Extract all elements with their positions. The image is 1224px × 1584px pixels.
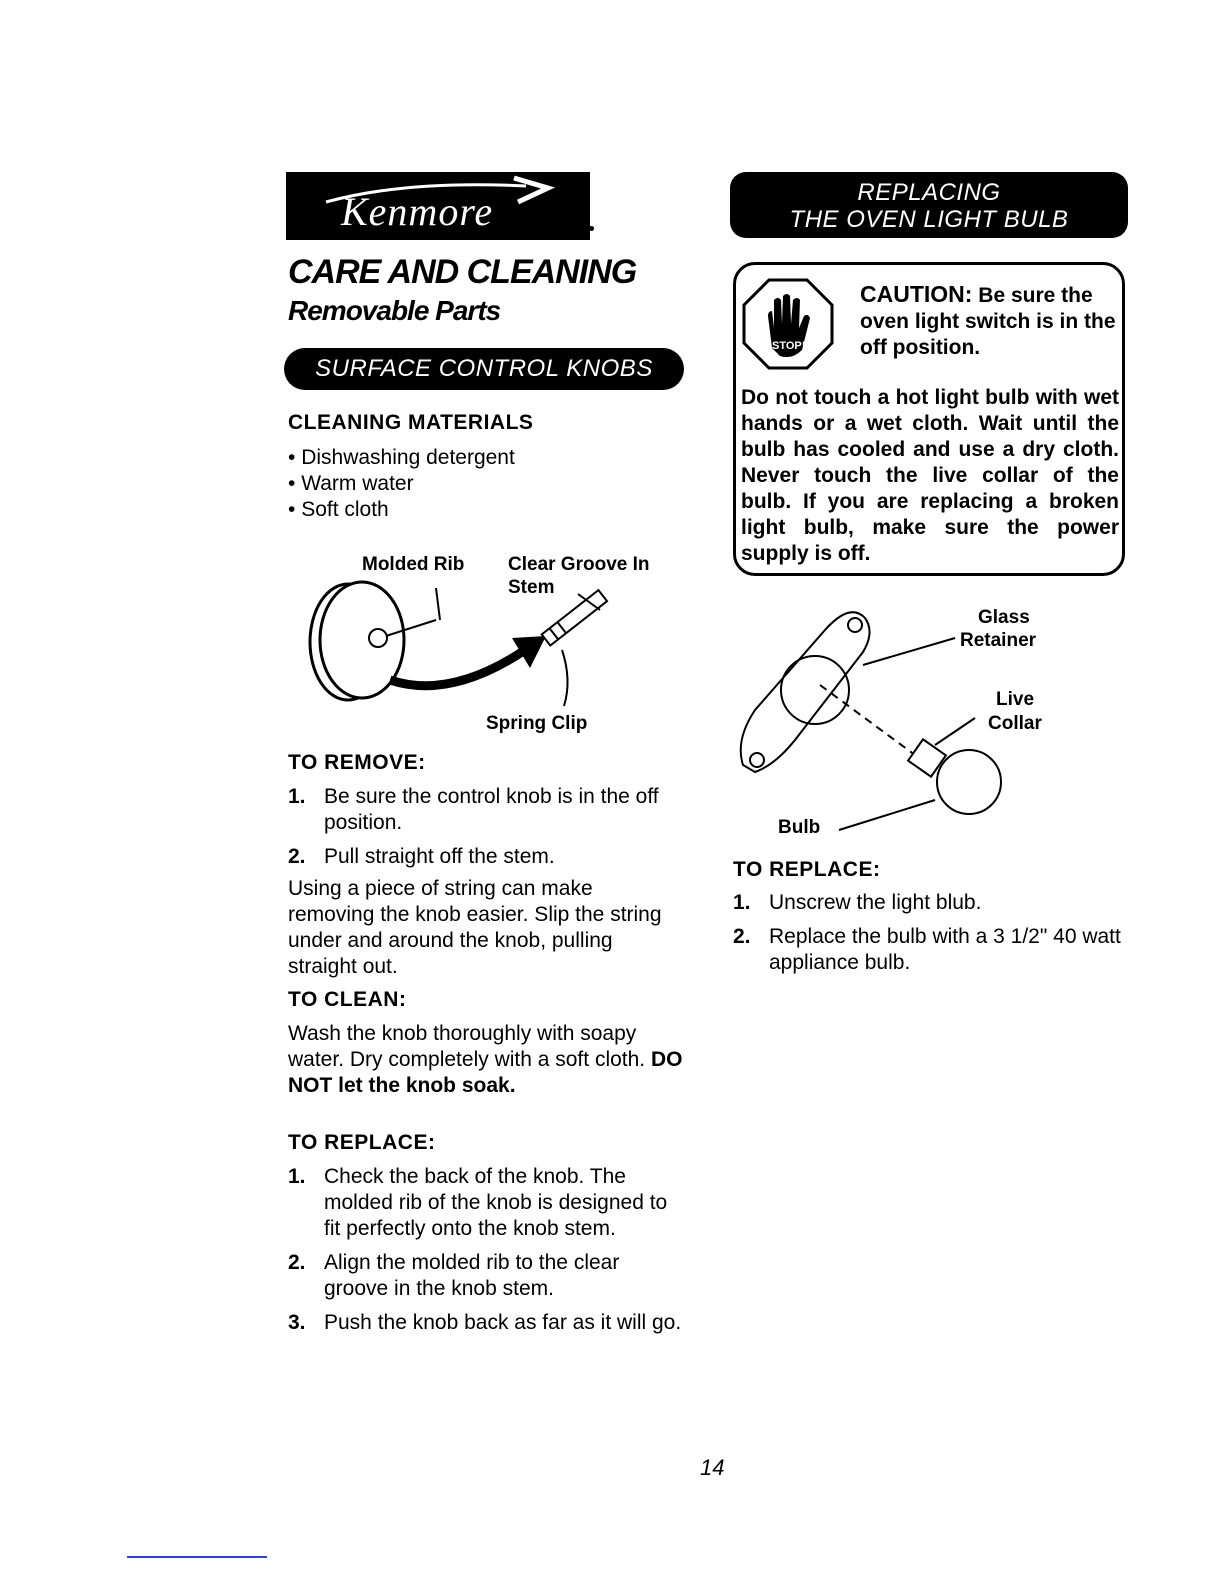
step-number: 2. [288,1251,306,1274]
logo-text: Kenmore [341,189,494,234]
kenmore-logo [286,172,590,240]
step-text: Replace the bulb with a 3 1/2" 40 watt appliance bulb. [769,925,1121,974]
step-text: Check the back of the knob. The molded rib of the knob is designed to fit perfectly onto the knob stem. [324,1165,668,1240]
replace-step [733,890,1143,916]
clean-instructions: Wash the knob thoroughly with soapy water. Dry completely with a soft cloth. [288,1022,646,1071]
materials-list [288,445,515,523]
pointer-line [935,718,975,745]
replace-steps-knob [288,1164,688,1344]
label-live: Live [996,689,1035,710]
clean-text [288,1021,688,1099]
step-number: 1. [288,1165,306,1188]
pointer-line [562,650,568,706]
label-collar: Collar [988,713,1042,734]
replace-steps-bulb [733,890,1143,984]
step-text: Push the knob back as far as it will go. [324,1311,682,1334]
knob-stem [542,590,607,645]
label-glass: Glass [978,607,1030,628]
caution-label: CAUTION: [860,281,973,307]
materials-heading: CLEANING MATERIALS [288,411,534,434]
label-bulb: Bulb [778,817,821,838]
alignment-line [820,685,915,755]
logo-trademark-dot [589,226,594,231]
section-banner-oven-light [730,172,1128,238]
remove-note: Using a piece of string can make removing the knob easier. Slip the string under and around the knob, pulling straight out. [288,877,662,978]
caution-lead [860,281,1118,361]
step-text: Align the molded rib to the clear groove in the knob stem. [324,1251,620,1300]
section-banner-surface-knobs: SURFACE CONTROL KNOBS [284,348,684,390]
label-clear-groove: Clear Groove In [508,554,650,575]
caution-body: Do not touch a hot light bulb with wet hands or a wet cloth. Wait until the bulb has cooled and use a dry cloth. Never touch the live collar of the bulb. If you are replacing a broken light bulb, make sure the power supply is off. [741,386,1119,565]
step-number: 1. [288,785,306,808]
replace-step [288,1164,688,1242]
label-spring-clip: Spring Clip [486,713,588,734]
glass-retainer-shape [741,612,870,772]
pointer-line [863,638,955,665]
banner-line-2: THE OVEN LIGHT BULB [789,206,1069,233]
remove-steps [288,784,688,878]
materials-item: • Soft cloth [288,497,515,523]
step-number: 2. [288,845,306,868]
step-text: Pull straight off the stem. [324,845,555,868]
step-text: Be sure the control knob is in the off position. [324,785,659,834]
stop-hand-icon [742,278,834,370]
page-number: 14 [700,1455,725,1480]
replace-step [733,924,1143,976]
stop-icon-text: STOP! [772,340,806,352]
step-number: 2. [733,925,751,948]
replace-step [288,1310,688,1336]
step-number: 3. [288,1311,306,1334]
step-text: Unscrew the light blub. [769,891,982,914]
remove-step [288,844,688,870]
step-number: 1. [733,891,751,914]
materials-item: • Warm water [288,471,515,497]
caution-lead-text: Be sure the oven light switch is in the off position. [860,284,1116,359]
label-stem: Stem [508,577,555,598]
label-molded-rib: Molded Rib [362,554,465,575]
clean-heading: TO CLEAN: [288,988,407,1011]
page-subtitle: Removable Parts [288,295,501,326]
replace-heading-knob: TO REPLACE: [288,1131,436,1154]
label-retainer: Retainer [960,630,1037,651]
bulb-shape [908,739,1001,814]
pointer-line [839,800,935,830]
pointer-line [436,588,440,620]
clean-warning: DO NOT let the knob soak. [288,1048,683,1097]
remove-step [288,784,688,836]
arrow-icon [390,650,525,686]
remove-heading: TO REMOVE: [288,751,426,774]
page-title: CARE AND CLEANING [288,253,637,291]
banner-line-1: REPLACING [857,179,1001,206]
replace-heading-bulb: TO REPLACE: [733,858,881,881]
replace-step [288,1250,688,1302]
knob-diagram [300,580,640,715]
footer-rule [127,1556,267,1558]
materials-item: • Dishwashing detergent [288,445,515,471]
